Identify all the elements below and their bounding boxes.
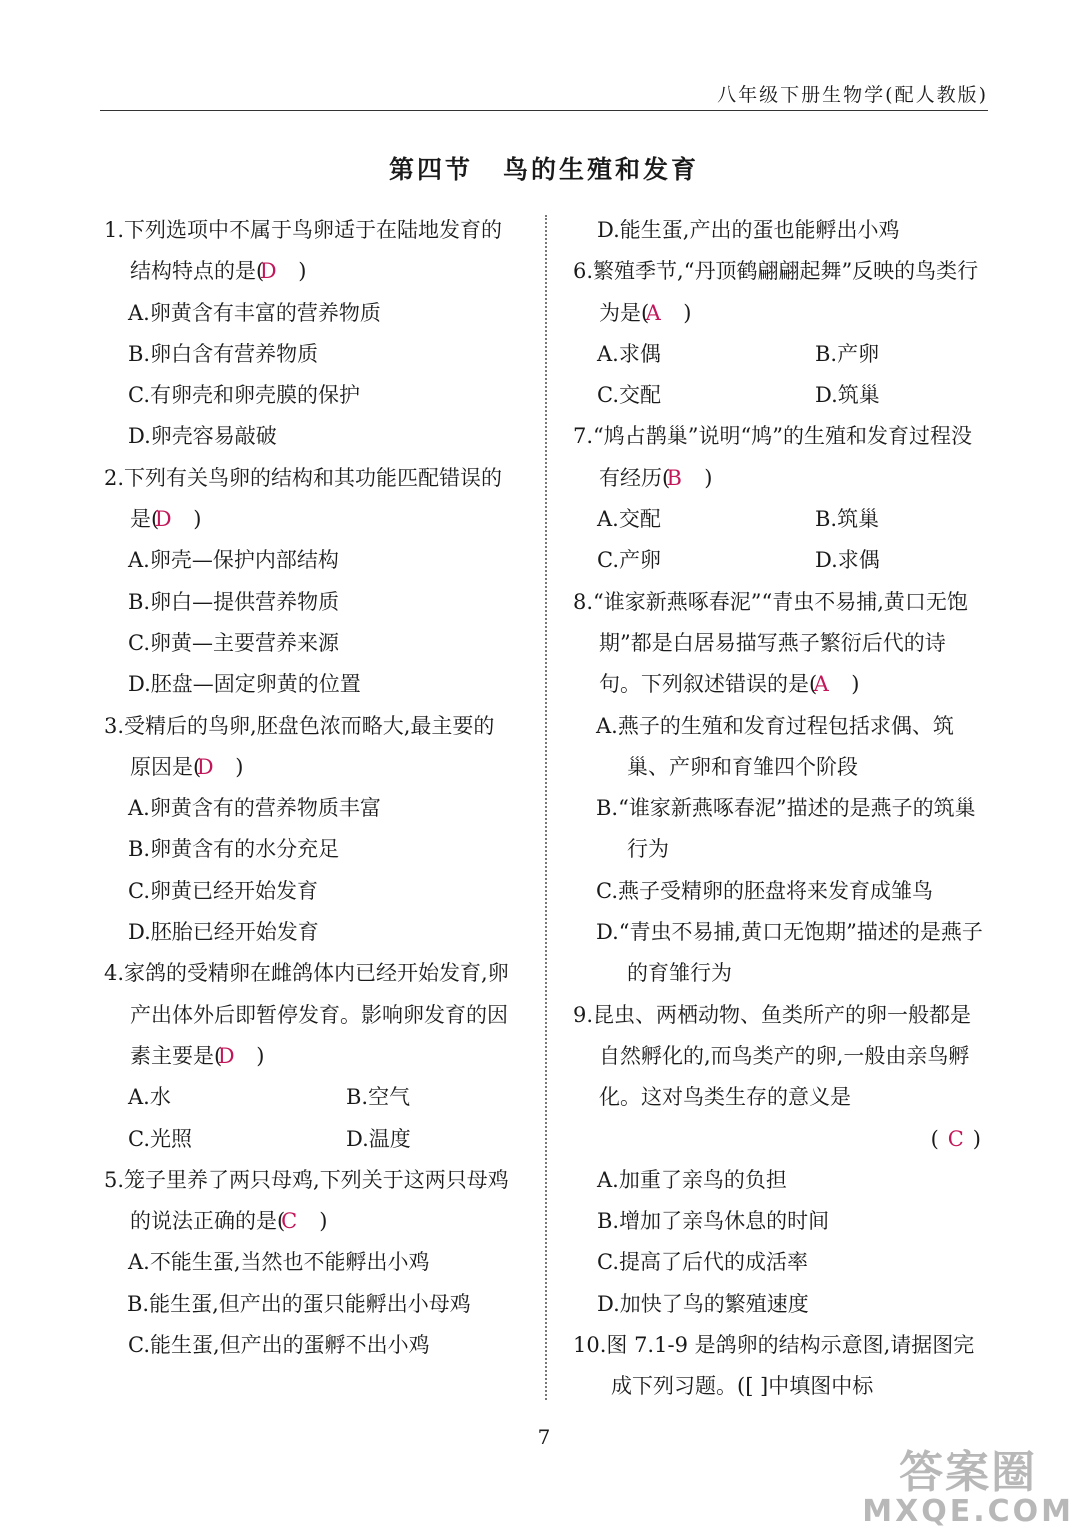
option-d: D.能生蛋,产出的蛋也能孵出小鸡 [597, 218, 900, 242]
question-stem: 8.“谁家新燕啄春泥”“青虫不易捕,黄口无饱期”都是白居易描写燕子繁衍后代的诗句。下列叙述错误的是(A ) [573, 582, 983, 706]
option-b: B.筑巢 [815, 507, 880, 532]
question-stem: 5.笼子里养了两只母鸡,下列关于这两只母鸡的说法正确的是(C ) [104, 1160, 514, 1243]
question-1 [104, 210, 514, 458]
column-divider [545, 215, 547, 1400]
section-number: 第四节 [388, 155, 473, 184]
option-a: A.求偶 [597, 341, 661, 366]
option-c: C.交配 [597, 383, 661, 408]
option-a: A.卵黄含有丰富的营养物质 [128, 300, 381, 325]
answer-mark: A [645, 300, 661, 325]
answer-mark: D [259, 259, 277, 284]
option-a: A.卵黄含有的营养物质丰富 [128, 796, 381, 821]
option-a: A.加重了亲鸟的负担 [597, 1167, 787, 1192]
question-3 [104, 706, 514, 954]
header-rule [100, 110, 988, 111]
option-c: C.能生蛋,但产出的蛋孵不出小鸡 [128, 1333, 430, 1358]
option-a: A.不能生蛋,当然也不能孵出小鸡 [128, 1250, 430, 1275]
section-title [0, 150, 1088, 186]
option-b: B.增加了亲鸟休息的时间 [597, 1209, 830, 1234]
option-a: A.卵壳—保护内部结构 [128, 548, 339, 573]
answer-mark: A [813, 672, 829, 697]
option-a: A.水 [128, 1085, 171, 1110]
option-c: C.卵黄已经开始发育 [128, 878, 318, 903]
right-column [573, 210, 983, 1408]
option-c: C.产卵 [597, 548, 661, 573]
option-b: B.产卵 [815, 341, 880, 366]
option-d: D.加快了鸟的繁殖速度 [597, 1291, 809, 1316]
answer-mark: D [217, 1043, 235, 1068]
option-d: D.温度 [346, 1126, 411, 1151]
answer-mark: D [154, 507, 172, 532]
option-c: C.提高了后代的成活率 [597, 1250, 808, 1275]
question-stem: 2.下列有关鸟卵的结构和其功能匹配错误的是(D ) [104, 458, 514, 541]
question-8 [573, 582, 983, 995]
question-2 [104, 458, 514, 706]
watermark-logo: 答案圈 MXQE.COM [862, 1447, 1074, 1529]
question-stem: 10.图 7.1-9 是鸽卵的结构示意图,请据图完成下列习题。([ ]中填图中标 [573, 1333, 975, 1399]
option-b: B.卵白—提供营养物质 [128, 589, 340, 614]
option-row [573, 499, 983, 540]
option-a: A.交配 [597, 507, 661, 532]
answer-line: ( C ) [573, 1119, 983, 1160]
option-d: D.胚胎已经开始发育 [128, 920, 319, 945]
question-stem: 9.昆虫、两栖动物、鱼类所产的卵一般都是自然孵化的,而鸟类产的卵,一般由亲鸟孵化。这对鸟类生存的意义是 [573, 1002, 972, 1110]
option-d: D.胚盘—固定卵黄的位置 [128, 672, 361, 697]
option-row [104, 1077, 514, 1118]
option-c: C.卵黄—主要营养来源 [128, 630, 339, 655]
option-row [573, 375, 983, 416]
left-column [104, 210, 514, 1366]
answer-mark: D [196, 754, 214, 779]
option-d: D.卵壳容易敲破 [128, 424, 277, 449]
option-b: B.能生蛋,但产出的蛋只能孵出小母鸡 [127, 1291, 471, 1316]
question-stem: 4.家鸽的受精卵在雌鸽体内已经开始发育,卵产出体外后即暂停发育。影响卵发育的因素主要是(D ) [104, 953, 514, 1077]
book-header: 八年级下册生物学(配人教版) [717, 84, 988, 106]
option-d: D.筑巢 [815, 383, 880, 408]
page-number: 7 [537, 1425, 551, 1449]
answer-mark: C [947, 1126, 964, 1151]
option-b: B.“谁家新燕啄春泥”描述的是燕子的筑巢行为 [596, 796, 976, 862]
question-stem: 3.受精后的鸟卵,胚盘色浓而略大,最主要的原因是(D ) [104, 706, 514, 789]
question-4 [104, 953, 514, 1159]
question-5 [104, 1160, 514, 1366]
option-a: A.燕子的生殖和发育过程包括求偶、筑巢、产卵和育雏四个阶段 [596, 713, 954, 779]
answer-mark: C [281, 1209, 298, 1234]
option-b: B.卵白含有营养物质 [128, 341, 319, 366]
option-b: B.空气 [346, 1085, 411, 1110]
question-stem: 7.“鸠占鹊巢”说明“鸠”的生殖和发育过程没有经历(B ) [573, 416, 983, 499]
question-6 [573, 251, 983, 416]
option-c: C.燕子受精卵的胚盘将来发育成雏鸟 [596, 878, 933, 903]
option-b: B.卵黄含有的水分充足 [128, 837, 340, 862]
question-9 [573, 995, 983, 1325]
question-stem: 6.繁殖季节,“丹顶鹤翩翩起舞”反映的鸟类行为是(A ) [573, 251, 983, 334]
option-d: D.“青虫不易捕,黄口无饱期”描述的是燕子的育雏行为 [596, 920, 983, 986]
option-c: C.光照 [128, 1126, 192, 1151]
option-row [573, 334, 983, 375]
section-name: 鸟的生殖和发育 [503, 155, 700, 184]
question-stem: 1.下列选项中不属于鸟卵适于在陆地发育的结构特点的是(D ) [104, 210, 514, 293]
question-10 [573, 1325, 983, 1408]
option-row [573, 540, 983, 581]
answer-mark: B [666, 465, 682, 490]
question-7 [573, 416, 983, 581]
option-c: C.有卵壳和卵壳膜的保护 [128, 383, 360, 408]
option-d: D.求偶 [815, 548, 880, 573]
option-row [104, 1119, 514, 1160]
